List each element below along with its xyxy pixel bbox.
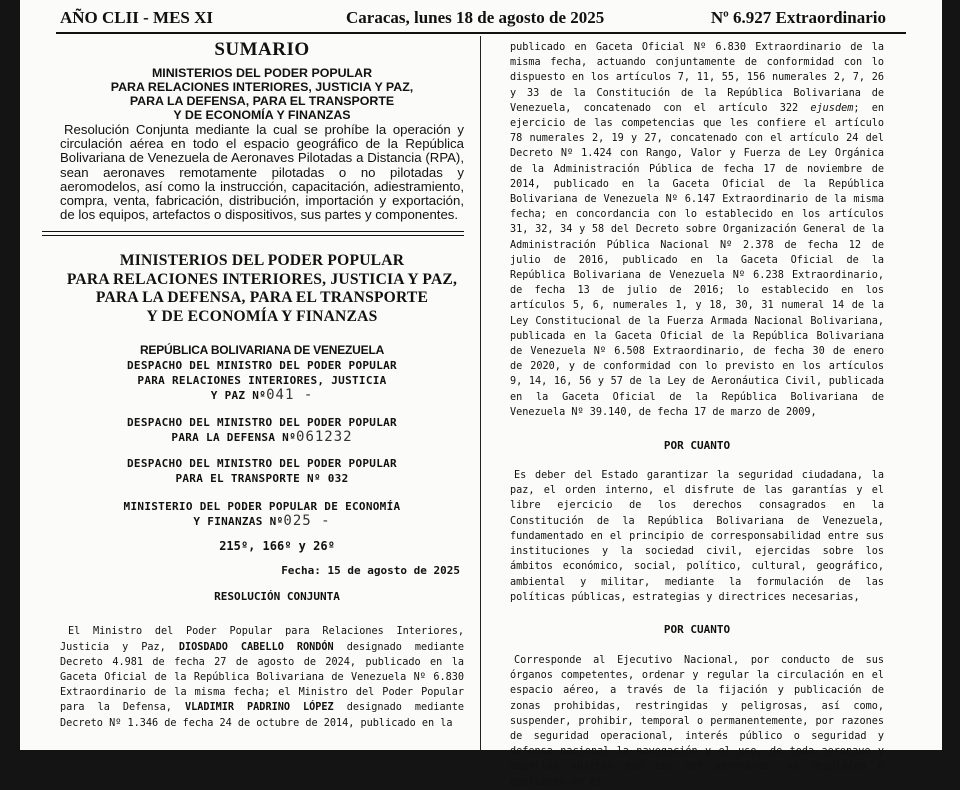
sumario-title: SUMARIO: [214, 39, 310, 60]
sumario-ministries: [60, 66, 464, 122]
sumario-ministries-line: PARA LA DEFENSA, PARA EL TRANSPORTE: [129, 94, 395, 108]
section-double-rule: [42, 231, 464, 236]
ministries-header-line: MINISTERIOS DEL PODER POPULAR: [119, 252, 405, 270]
intro-text: designado mediante Decreto 4.981 de fecha 27 de agosto de 2024, publicado en la Gaceta Oficial de la República Bolivariana de Venezuela Nº 6.830 Extraordinario de la misma fecha; el Ministro del Poder Popular para la Defensa,: [60, 641, 464, 714]
years-line: 215º, 166º y 26º: [219, 539, 335, 554]
column-divider: [480, 36, 481, 750]
ministries-header: [60, 252, 464, 326]
resolution-number-stamp: 025 -: [283, 513, 331, 530]
minister-name: DIOSDADO CABELLO RONDÓN: [178, 641, 334, 653]
despacho-economia: [60, 499, 464, 529]
resolution-number-stamp: 041 -: [266, 387, 314, 404]
right-column: [510, 40, 884, 790]
despacho-transporte: [60, 456, 464, 486]
despacho-line: DESPACHO DEL MINISTRO DEL PODER POPULAR: [127, 359, 397, 373]
despacho-line-text: Y PAZ Nº: [210, 389, 267, 403]
por-cuanto-heading: POR CUANTO: [663, 622, 731, 636]
masthead: [20, 0, 942, 36]
sumario-ministries-line: Y DE ECONOMÍA Y FINANZAS: [173, 108, 351, 122]
intro-paragraph: [60, 624, 464, 730]
gazette-page: [20, 0, 942, 788]
despacho-line-text: PARA LA DEFENSA Nº: [171, 431, 297, 445]
ministries-header-line: PARA RELACIONES INTERIORES, JUSTICIA Y PAZ,: [66, 270, 458, 288]
italic-term: ejusdem: [810, 102, 854, 114]
masthead-rule: [56, 32, 906, 34]
issue-number: Nº 6.927 Extraordinario: [710, 8, 886, 27]
por-cuanto-heading: POR CUANTO: [663, 439, 731, 453]
legal-basis-paragraph: [510, 40, 884, 420]
sumario-ministries-line: MINISTERIOS DEL PODER POPULAR: [151, 66, 373, 80]
sumario-summary-text: Resolución Conjunta mediante la cual se prohíbe la operación y circulación aérea en todo el espacio geográfico de la República Bolivariana de Venezuela de Aeronaves Pilotadas a Distancia (RPA), sean aeronaves remotamente pilotadas o no pilotadas y aeromodelos, así como la instrucción, capacitación, adiestramiento, compra, venta, fabricación, distribución, importación y exportación, de los equipos, artefactos o dispositivos, sus partes y componentes.: [60, 122, 464, 223]
intro-text: designado mediante Decreto Nº 1.346 de fecha 24 de octubre de 2014, publicado en la: [60, 702, 464, 729]
despacho-line-text: Y FINANZAS Nº: [193, 515, 284, 529]
republic-heading: REPÚBLICA BOLIVARIANA DE VENEZUELA: [139, 343, 385, 358]
por-cuanto-paragraph: Corresponde al Ejecutivo Nacional, por conducto de sus órganos competentes, ordenar y regular la circulación en el espacio aéreo, a través de la fijación y publicación de zonas prohibidas, restringidas y peligrosas, así como, suspender, prohibir, temporal o permanentemente, por razones de seguridad operacional, interés público o seguridad y defensa nacional la navegación y el uso, de toda aeronave y aquellos objetos que sin ser aeronaves, se desplacen o gestionen en el: [510, 654, 884, 788]
despacho-line: PARA EL TRANSPORTE Nº 032: [175, 472, 349, 486]
despacho-interior: [60, 358, 464, 403]
issue-year-month: AÑO CLII - MES XI: [60, 8, 214, 27]
despacho-defensa: [60, 415, 464, 445]
resolution-number-stamp: 061232: [296, 429, 353, 446]
left-column: [60, 36, 464, 731]
sumario-ministries-line: PARA RELACIONES INTERIORES, JUSTICIA Y PAZ,: [110, 80, 414, 94]
por-cuanto-paragraph: Es deber del Estado garantizar la seguridad ciudadana, la paz, el orden interno, el disfrute de las garantías y el libre ejercicio de los derechos consagrados en la Constitución de la República Bolivariana de Venezuela, fundamentado en el principio de corresponsabilidad entre sus instituciones y la sociedad civil, ejercidas sobre los ámbitos económico, social, político, cultural, geográfico, ambiental y militar, mediante la formulación de las políticas públicas, estrategias y directrices necesarias,: [510, 470, 884, 603]
issue-date: Caracas, lunes 18 de agosto de 2025: [346, 8, 605, 27]
despacho-line: MINISTERIO DEL PODER POPULAR DE ECONOMÍA: [123, 500, 401, 514]
despacho-line: [60, 514, 464, 529]
despacho-line: DESPACHO DEL MINISTRO DEL PODER POPULAR: [127, 457, 397, 471]
minister-name: VLADIMIR PADRINO LÓPEZ: [184, 702, 334, 714]
paragraph-text: publicado en Gaceta Oficial Nº 6.830 Extraordinario de la misma fecha, actuando conjuntamente de conformidad con lo dispuesto en los artículos 7, 11, 55, 156 numerales 2, 7, 26 y 33 de la Constitución de la República Bolivariana de Venezuela, concatenado con el artículo 322: [510, 42, 884, 114]
paragraph-text: ; en ejercicio de las competencias que les confiere el artículo 78 numerales 2, 19 y 27, concatenado con el artículo 24 del Decreto Nº 1.424 con Rango, Valor y Fuerza de Ley Orgánica de la Administración Pública de fecha 17 de noviembre de 2014, publicado en la Gaceta Oficial de la República Bolivariana de Venezuela Nº 6.147 Extraordinario de la misma fecha; en concordancia con lo establecido en los artículos 31, 32, 34 y 58 del Decreto sobre Organización General de la Administración Pública Nacional Nº 2.378 de fecha 12 de julio de 2016, publicado en la Gaceta Oficial de la República Bolivariana de Venezuela Nº 6.238 Extraordinario, de fecha 13 de julio de 2016; lo establecido en los artículos 5, 6, numerales 1, y 18, 30, 31 numeral 14 de la Ley Constitucional de la Fuerza Armada Nacional Bolivariana, publicada en la Gaceta Oficial de la República Bolivariana de Venezuela Nº 6.508 Extraordinario, de fecha 30 de enero de 2020, y de conformidad con lo previsto en los artículos 9, 14, 16, 56 y 57 de la Ley de Aeronáutica Civil, publicada en la Gaceta Oficial de la República Bolivariana de Venezuela Nº 39.140, de fecha 17 de marzo de 2009,: [510, 102, 884, 418]
despacho-line: PARA RELACIONES INTERIORES, JUSTICIA: [137, 374, 387, 388]
despacho-line: DESPACHO DEL MINISTRO DEL PODER POPULAR: [127, 416, 397, 430]
despacho-line: [60, 430, 464, 445]
despacho-line: [60, 388, 464, 403]
ministries-header-line: PARA LA DEFENSA, PARA EL TRANSPORTE: [95, 289, 429, 307]
resolution-title: RESOLUCIÓN CONJUNTA: [214, 590, 340, 604]
intro-text: El Ministro del Poder Popular para Relaciones Interiores, Justicia y Paz,: [60, 626, 464, 653]
ministries-header-line: Y DE ECONOMÍA Y FINANZAS: [146, 307, 378, 325]
resolution-date: Fecha: 15 de agosto de 2025: [281, 564, 460, 578]
